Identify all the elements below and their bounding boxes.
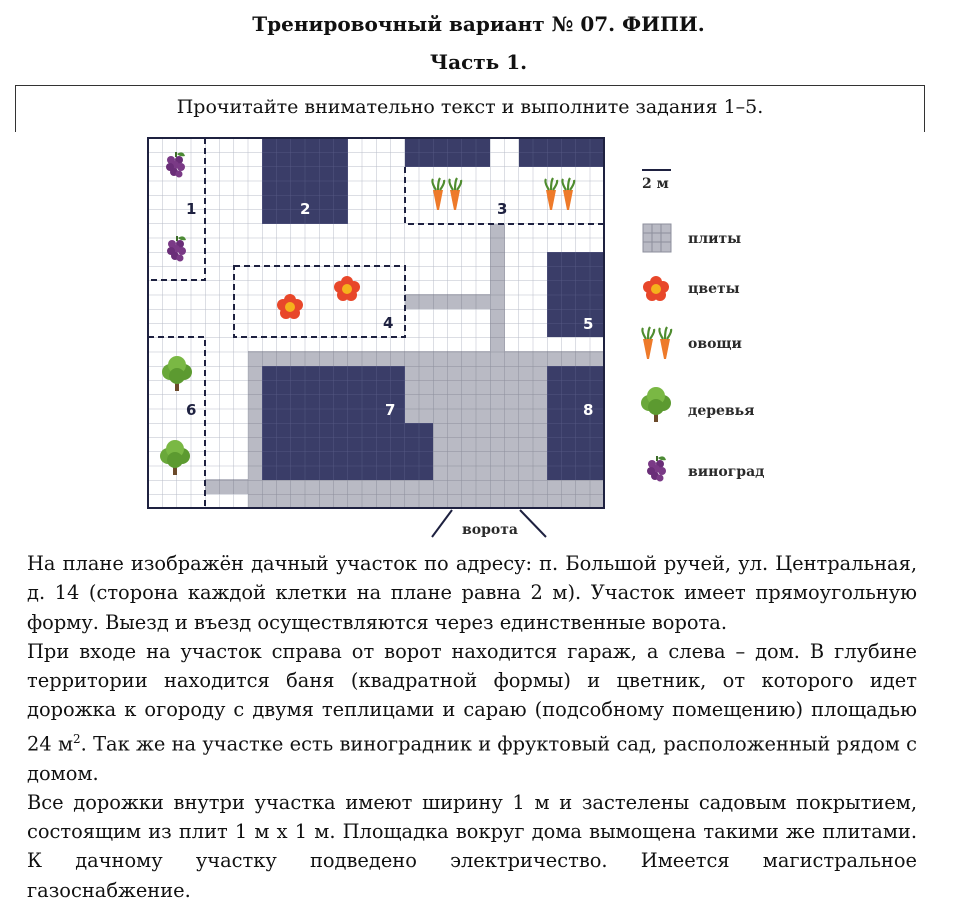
instruction-text: Прочитайте внимательно текст и выполните задания 1–5. (176, 96, 764, 118)
legend-label-flowers: цветы (688, 281, 740, 297)
zone-label-1: 1 (186, 200, 197, 218)
legend-label-trees: деревья (688, 403, 755, 419)
zone-label-4: 4 (383, 314, 394, 332)
page-title: Тренировочный вариант № 07. ФИПИ. (252, 12, 705, 36)
legend-label-tiles: плиты (688, 231, 742, 247)
legend-label-vegetables: овощи (688, 336, 742, 352)
paragraph-1: На плане изображён дачный участок по адресу: п. Большой ручей, ул. Центральная, д. 14 (сторона каждой клетки на плане равна 2 м). Участок имеет прямоугольную форму. Выезд и въезд осуществляются через единственные ворота. (27, 552, 917, 634)
zone-label-7: 7 (385, 401, 396, 419)
zone-label-5: 5 (583, 315, 594, 333)
legend-scale: 2 м (642, 176, 669, 192)
flower-icon (643, 276, 669, 301)
carrot-icon (659, 327, 671, 359)
legend (641, 170, 764, 482)
carrot-icon (642, 327, 654, 359)
tree-icon (641, 387, 671, 422)
gate-label: ворота (462, 522, 518, 538)
gate (432, 510, 546, 538)
grape-icon (647, 456, 666, 482)
building-5 (547, 252, 604, 337)
building-8 (547, 366, 604, 480)
zone-label-2: 2 (300, 200, 311, 218)
paragraph-2: При входе на участок справа от ворот находится гараж, а слева – дом. В глубине территории находится баня (квадратной формы) и цветник, от которого идет дорожка к огороду с двумя теплицами и сараю (подсобному помещению) площадью 24 $м^2$. Так же на участке есть виноградник и фруктовый сад, расположенный рядом с домом. (27, 639, 917, 785)
zone-label-3: 3 (497, 200, 508, 218)
greenhouse-left (405, 138, 490, 167)
legend-label-grapes: виноград (688, 464, 765, 480)
greenhouse-right (519, 138, 604, 167)
paragraph-3: Все дорожки внутри участка имеют ширину 1 м и застелены садовым покрытием, состоящим из плит 1 м х 1 м. Площадка вокруг дома вымощена такими же плитами. К дачному участку подведено электричество. Имеется магистральное газоснабжение. (27, 790, 917, 902)
zone-label-8: 8 (583, 401, 594, 419)
zone-label-6: 6 (186, 401, 197, 419)
tile-icon (643, 224, 671, 252)
part-title: Часть 1. (429, 50, 528, 74)
description-text (27, 549, 917, 905)
